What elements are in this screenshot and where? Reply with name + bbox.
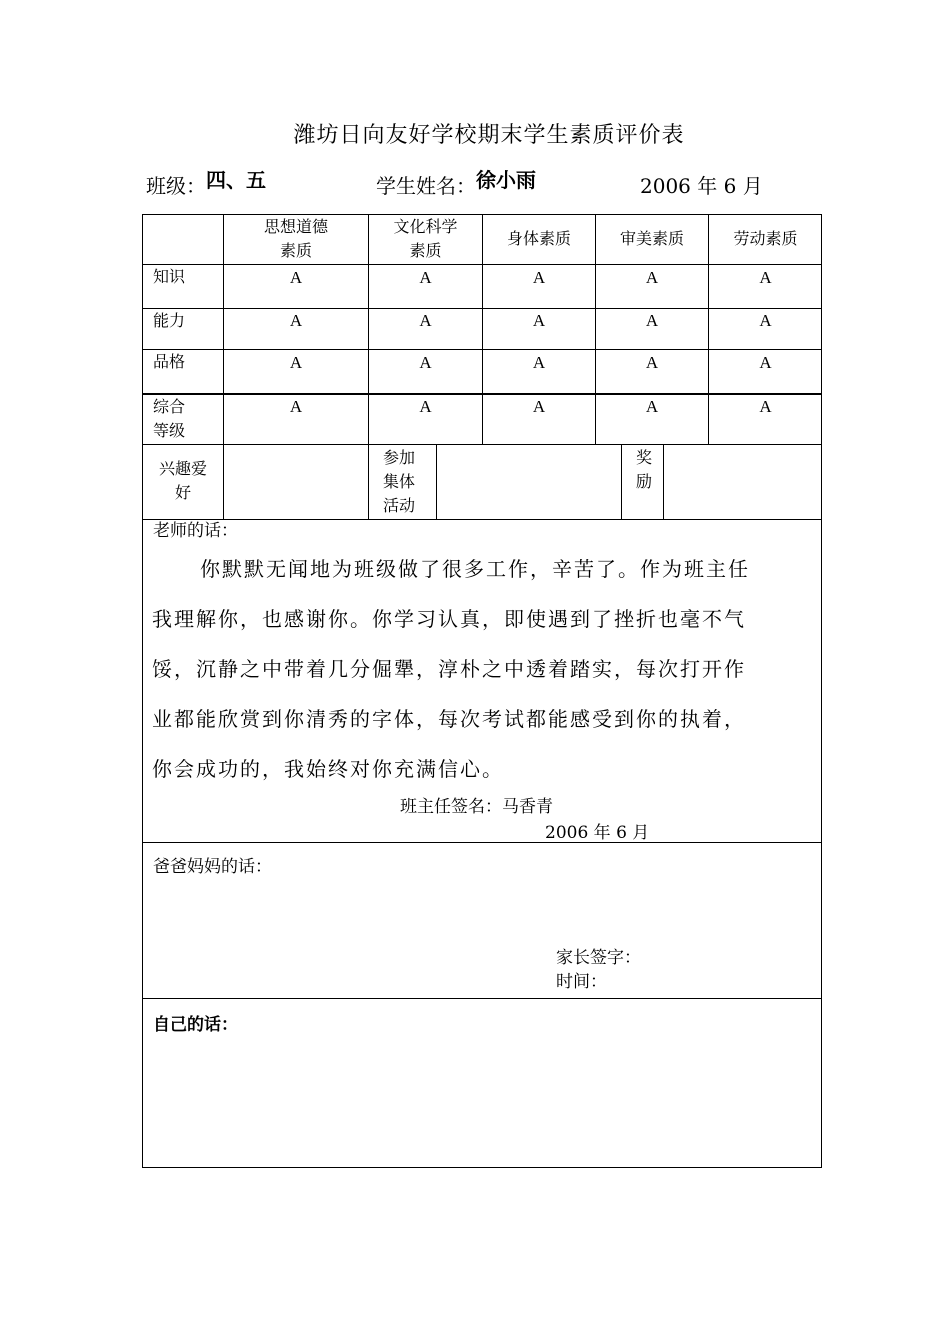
grade-cell: A bbox=[645, 311, 659, 330]
grade-cell: A bbox=[289, 311, 303, 330]
column-header: 思想道德 素质 bbox=[263, 217, 328, 260]
parent-time-label: 时间： bbox=[556, 972, 607, 992]
comment-line: 馁，沉静之中带着几分倔犟，淳朴之中透着踏实，每次打开作 bbox=[152, 657, 746, 681]
grade-cell: A bbox=[645, 353, 659, 372]
row-label: 品格 bbox=[153, 352, 186, 371]
teacher-comment bbox=[152, 544, 816, 794]
teacher-signature: 班主任签名：马香青 bbox=[400, 797, 553, 817]
table-divider bbox=[142, 998, 822, 999]
grade-cell: A bbox=[645, 397, 659, 416]
comment-line: 你会成功的，我始终对你充满信心。 bbox=[152, 757, 504, 781]
grade-cell: A bbox=[645, 268, 659, 287]
activity-label: 参加 集体 活动 bbox=[383, 448, 416, 515]
grade-cell: A bbox=[532, 353, 546, 372]
table-divider bbox=[663, 444, 664, 519]
comment-line: 我理解你，也感谢你。你学习认真，即使遇到了挫折也毫不气 bbox=[152, 607, 746, 631]
award-label: 奖 励 bbox=[636, 448, 653, 491]
grade-cell: A bbox=[759, 353, 772, 372]
row-label: 知识 bbox=[153, 267, 186, 286]
grade-cell: A bbox=[532, 397, 546, 416]
grade-cell: A bbox=[759, 397, 772, 416]
row-label: 能力 bbox=[153, 311, 186, 330]
parents-comment-heading: 爸爸妈妈的话： bbox=[153, 857, 272, 877]
grade-cell: A bbox=[532, 311, 546, 330]
row-label: 综合 等级 bbox=[153, 397, 186, 440]
column-header: 劳动素质 bbox=[733, 229, 798, 248]
teacher-comment-heading: 老师的话： bbox=[153, 521, 238, 541]
parent-signature-label: 家长签字： bbox=[556, 948, 641, 968]
class-label: 班级： bbox=[146, 174, 206, 198]
student-name-field bbox=[376, 170, 536, 199]
hobby-label: 兴趣爱 好 bbox=[158, 459, 207, 502]
grade-cell: A bbox=[289, 397, 303, 416]
column-header: 身体素质 bbox=[506, 229, 571, 248]
self-comment-heading: 自己的话： bbox=[153, 1015, 238, 1035]
student-name-value: 徐小雨 bbox=[476, 168, 536, 192]
grade-cell: A bbox=[532, 268, 546, 287]
column-header: 审美素质 bbox=[619, 229, 684, 248]
table-divider bbox=[142, 519, 822, 520]
class-field bbox=[146, 170, 266, 199]
report-date: 2006 年 6 月 bbox=[640, 174, 763, 198]
class-value: 四、五 bbox=[206, 168, 266, 192]
grade-cell: A bbox=[419, 353, 432, 372]
grade-cell: A bbox=[759, 268, 772, 287]
table-divider bbox=[142, 842, 822, 843]
grade-cell: A bbox=[289, 268, 303, 287]
column-header: 文化科学 素质 bbox=[393, 217, 458, 260]
grade-cell: A bbox=[419, 311, 432, 330]
student-name-label: 学生姓名： bbox=[376, 174, 476, 198]
grade-cell: A bbox=[419, 268, 432, 287]
table-divider bbox=[436, 444, 437, 519]
page-title: 潍坊日向友好学校期末学生素质评价表 bbox=[293, 123, 685, 148]
grade-cell: A bbox=[759, 311, 772, 330]
grade-cell: A bbox=[289, 353, 303, 372]
teacher-signature-date: 2006 年 6 月 bbox=[545, 823, 650, 843]
comment-line: 业都能欣赏到你清秀的字体，每次考试都能感受到你的执着， bbox=[152, 707, 746, 731]
table-divider bbox=[142, 444, 822, 445]
comment-line: 你默默无闻地为班级做了很多工作，辛苦了。作为班主任 bbox=[200, 557, 750, 581]
grade-cell: A bbox=[419, 397, 432, 416]
